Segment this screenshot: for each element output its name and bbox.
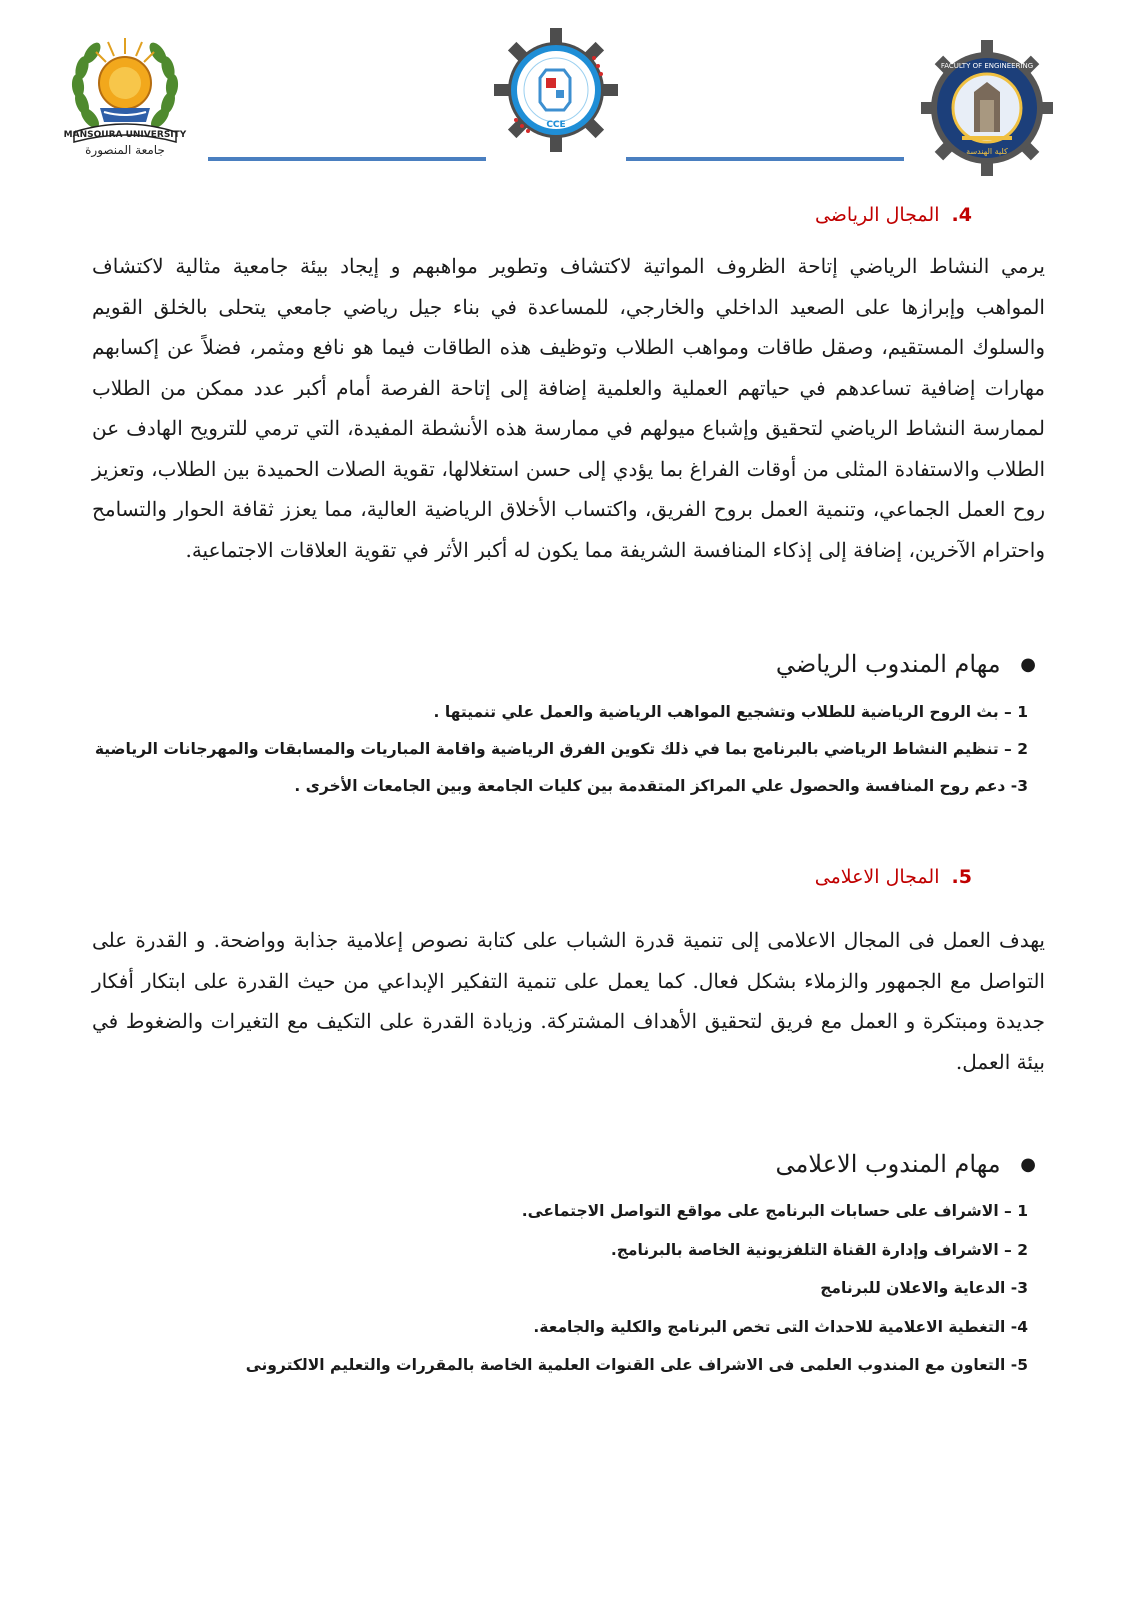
list-item: 1 – الاشراف على حسابات البرنامج على مواقع التواصل الاجتماعى. [521, 1202, 1028, 1220]
list-item: 3- دعم روح المنافسة والحصول علي المراكز المتقدمة بين كليات الجامعة وبين الجامعات الأخرى . [294, 777, 1028, 795]
list-item: 1 – بث الروح الرياضية للطلاب وتشجيع المواهب الرياضية والعمل علي تنميتها . [433, 703, 1028, 721]
section-5-task-list [246, 1192, 1028, 1385]
list-item: 5- التعاون مع المندوب العلمى فى الاشراف على القنوات العلمية الخاصة بالمقررات والتعليم الالكترونى [245, 1356, 1028, 1374]
list-item: 3- الدعاية والاعلان للبرنامج [820, 1279, 1028, 1297]
section-4-paragraph: يرمي النشاط الرياضي إتاحة الظروف المواتية لاكتشاف وتطوير مواهبهم و إيجاد بيئة جامعية مثالية لاكتشاف المواهب وإبرازها على الصعيد الداخلي والخارجي، للمساعدة في بناء جيل رياضي جامعي يتحلى بالخلق القويم والسلوك المستقيم، وصقل طاقات ومواهب الطلاب وتوظيف هذه الطاقات فيما هو نافع ومثمر، فضلاً عن إكسابهم مهارات إضافية تساعدهم في حياتهم العملية والعلمية إضافة إلى إتاحة الفرصة أمام أكبر عدد ممكن من الطلاب لممارسة النشاط الرياضي لتحقيق وإشباع ميولهم في ممارسة هذه الأنشطة المفيدة، التي ترمي للترويح الهادف عن الطلاب والاستفادة المثلى من أوقات الفراغ بما يؤدي إلى حسن استغلالها، تقوية الصلات الحميدة بين الطلاب، وتعزيز روح العمل الجماعي، وتنمية العمل بروح الفريق، واكتساب الأخلاق الرياضية العالية، مما يعزز ثقافة الحوار والتسامح واحترام الآخرين، إضافة إلى إذكاء المنافسة الشريفة مما يكون له أكبر الأثر في تقوية العلاقات الاجتماعية. [92, 254, 1046, 562]
section-5-number: 5. [951, 866, 972, 888]
list-item: 2 – تنظيم النشاط الرياضي بالبرنامج بما في ذلك تكوين الفرق الرياضية واقامة المباريات والمسابقات والمهرجانات الرياضية [94, 740, 1028, 758]
list-item: 2 – الاشراف وإدارة القناة التلفزيونية الخاصة بالبرنامج. [610, 1240, 1028, 1259]
section-5-heading [815, 866, 972, 888]
section-4-task-list [95, 694, 1028, 805]
section-4-tasks-heading [776, 650, 1036, 678]
svg-text:MANSOURA UNIVERSITY: MANSOURA UNIVERSITY [63, 130, 187, 140]
svg-text:FACULTY OF ENGINEERING: FACULTY OF ENGINEERING [940, 62, 1034, 70]
svg-text:CCE: CCE [546, 120, 566, 130]
section-5-title: المجال الاعلامى [814, 866, 940, 888]
header-divider-right [626, 157, 904, 161]
section-4-tasks-title: مهام المندوب الرياضي [775, 650, 1001, 678]
section-4-title: المجال الرياضى [814, 204, 940, 226]
section-5-tasks-title: مهام المندوب الاعلامى [775, 1150, 1001, 1178]
mansoura-university-seal-icon [60, 28, 190, 158]
program-gear-logo-icon [494, 28, 618, 152]
svg-text:جامعة المنصورة: جامعة المنصورة [85, 143, 165, 157]
header-divider-left [208, 157, 486, 161]
list-item: 4- التغطية الاعلامية للاحداث التى تخص البرنامج والكلية والجامعة. [533, 1317, 1028, 1336]
section-4-heading [815, 204, 972, 226]
section-5-paragraph: يهدف العمل فى المجال الاعلامى إلى تنمية قدرة الشباب على كتابة نصوص إعلامية جذابة وواضحة. و القدرة على التواصل مع الجمهور والزملاء بشكل فعال. كما يعمل على تنمية التفكير الإبداعي من حيث القدرة على ابتكار أفكار جديدة ومبتكرة و العمل مع فريق لتحقيق الأهداف المشتركة. وزيادة القدرة على التكيف مع التغيرات والضغوط في بيئة العمل. [92, 928, 1045, 1074]
svg-text:كلية الهندسة: كلية الهندسة [966, 147, 1008, 156]
bullet-icon: ● [1020, 654, 1036, 675]
faculty-of-engineering-gear-logo-icon [912, 40, 1062, 176]
section-4-number: 4. [951, 204, 972, 226]
bullet-icon: ● [1020, 1154, 1036, 1175]
section-5-tasks-heading [776, 1150, 1036, 1178]
